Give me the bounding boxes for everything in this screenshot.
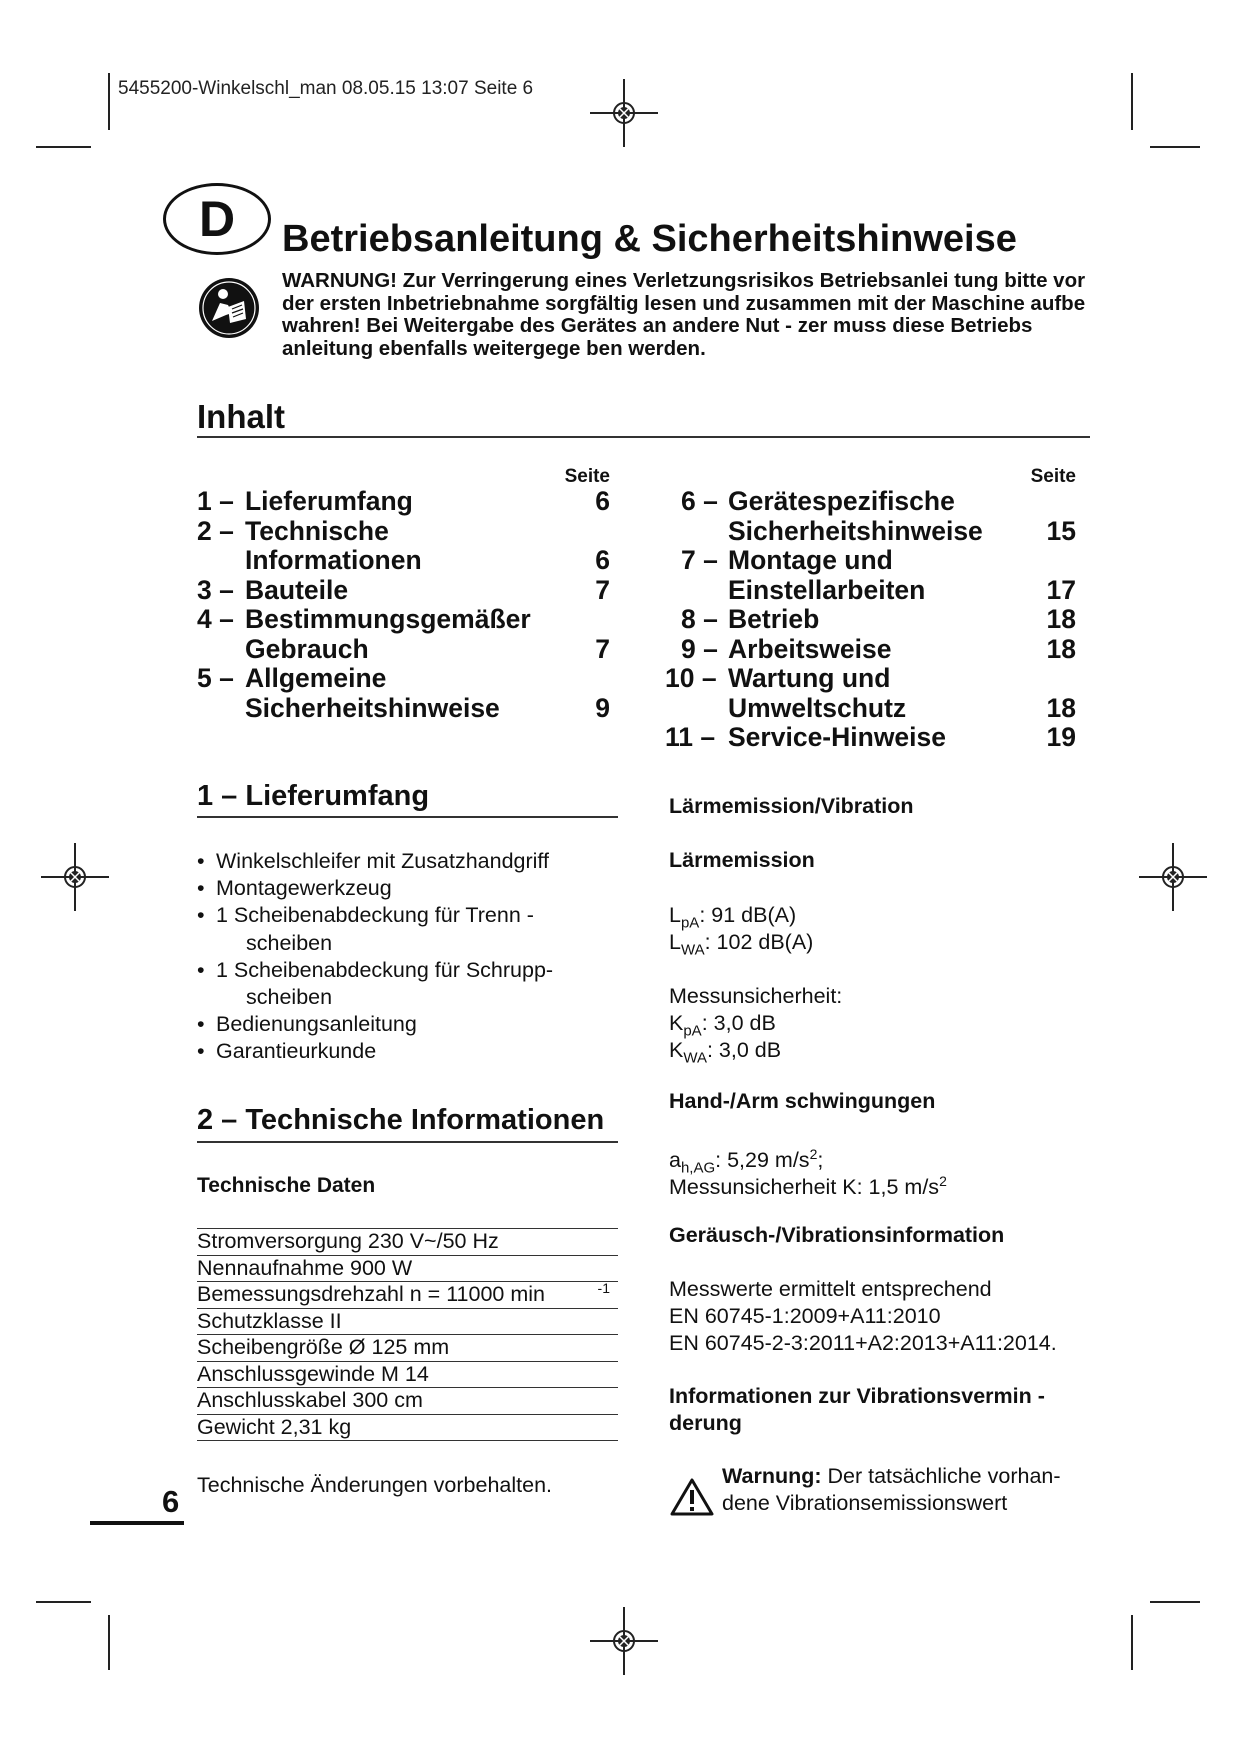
toc-entry-title: Allgemeine (245, 663, 387, 693)
table-row (197, 1415, 618, 1442)
toc-entry-title: Umweltschutz (728, 692, 907, 723)
toc-entry-title: Service-Hinweise (728, 722, 947, 752)
subheading: Geräusch-/Vibrationsinformation (669, 1223, 1005, 1247)
toc-entry-title: Informationen (245, 545, 422, 575)
toc-entry-number: 3 – (197, 574, 234, 605)
list-item: • 1 Scheibenabdeckung für Trenn - scheiben (197, 902, 627, 956)
toc-entry[interactable] (665, 635, 1076, 665)
value: : 91 dB(A) (699, 903, 797, 927)
value: Messunsicherheit K: 1,5 m/s (669, 1175, 940, 1200)
toc-entry-title: Lieferumfang (245, 486, 413, 516)
symbol-subscript: WA (683, 1049, 707, 1067)
spec-value: Gewicht 2,31 kg (197, 1414, 352, 1439)
toc-entry-number: 6 – (681, 486, 718, 516)
table-row (197, 1282, 618, 1309)
spec-table (197, 1228, 618, 1441)
crop-mark (1131, 1615, 1133, 1670)
divider (197, 436, 1090, 438)
toc-entry[interactable] (665, 576, 1076, 606)
table-row (197, 1229, 618, 1256)
warning-label: Warnung: (722, 1464, 822, 1488)
toc-entry-title: Bauteile (245, 574, 349, 605)
table-row (197, 1309, 618, 1336)
list-item-text-continued: scheiben (246, 930, 333, 955)
vibration-uncertainty (669, 1168, 947, 1201)
warning-text-line: Der tatsächliche vorhan- (821, 1464, 1061, 1488)
spec-value: Bemessungsdrehzahl n = 11000 min (197, 1282, 545, 1306)
toc-entry[interactable] (665, 487, 1076, 517)
toc-entry-title: Gerätespezifische (728, 486, 955, 516)
registration-mark-icon (584, 73, 664, 153)
text-line: Messwerte ermittelt entsprechend (669, 1277, 992, 1301)
list-item-text: 1 Scheibenabdeckung für Trenn - (216, 903, 534, 928)
toc-entry-title: Einstellarbeiten (728, 574, 926, 605)
registration-mark-icon (35, 837, 115, 917)
list-item: • Bedienungsanleitung (197, 1012, 417, 1037)
toc-entry[interactable] (197, 694, 610, 724)
warning-text (722, 1463, 1061, 1490)
toc-entry-page: 19 (1046, 722, 1076, 752)
page-title: Betriebsanleitung & Sicherheitshinweise (282, 218, 1017, 260)
toc-entry[interactable] (665, 664, 1076, 694)
toc-entry[interactable] (197, 517, 610, 547)
safety-warning: WARNUNG! Zur Verringerung eines Verletzungsrisikos Betriebsanlei tung bitte vor der ersten Inbetriebnahme sorgfältig lesen und zusammen mit der Maschine aufbe wahren! Bei Weitergabe des Gerätes an andere Nut - zer muss diese Betriebs anleitung ebenfalls weitergege ben werden. (282, 269, 1086, 360)
print-file-header: 5455200-Winkelschl_man 08.05.15 13:07 Seite 6 (118, 78, 534, 99)
toc-entry-number: 5 – (197, 663, 234, 693)
spec-value: Stromversorgung 230 V~/50 Hz (197, 1229, 499, 1253)
text-line: EN 60745-1:2009+A11:2010 (669, 1304, 941, 1328)
unit-exponent: 2 (939, 1173, 947, 1189)
toc-entry[interactable] (197, 605, 610, 635)
uncertainty-kwa (669, 1037, 781, 1072)
crop-mark (36, 146, 91, 148)
toc-entry-page: 15 (1046, 515, 1076, 546)
value: : 5,29 m/s (715, 1148, 810, 1173)
spec-value: Scheibengröße Ø 125 mm (197, 1335, 450, 1359)
toc-page-label: Seite (1030, 466, 1076, 487)
toc-entry[interactable] (665, 694, 1076, 724)
section-heading: 2 – Technische Informationen (197, 1104, 605, 1136)
toc-entry-page: 6 (595, 486, 610, 516)
symbol: K (669, 1011, 684, 1035)
toc-entry-title: Bestimmungsgemäßer (245, 604, 531, 634)
toc-right-column (665, 487, 1076, 753)
table-row (197, 1362, 618, 1389)
toc-entry-page: 6 (595, 545, 610, 575)
sound-power-level (669, 929, 813, 964)
toc-entry-number: 9 – (681, 633, 718, 664)
value: : 102 dB(A) (704, 930, 814, 954)
crop-mark (108, 1615, 110, 1670)
toc-entry[interactable] (197, 635, 610, 665)
list-item-text: Bedienungsanleitung (216, 1012, 417, 1037)
symbol-subscript: pA (680, 914, 700, 932)
symbol-subscript: h,AG (680, 1159, 716, 1177)
toc-entry-page: 17 (1046, 574, 1076, 605)
subheading: Lärmemission (669, 848, 815, 872)
language-badge: D (163, 183, 271, 255)
toc-entry-number: 8 – (681, 604, 718, 634)
list-item: • 1 Scheibenabdeckung für Schrupp- scheiben (197, 957, 627, 1011)
toc-entry-page: 7 (595, 633, 610, 664)
warning-triangle-icon (670, 1478, 714, 1516)
toc-entry-title: Betrieb (728, 604, 820, 634)
delivery-list (197, 848, 627, 1066)
symbol-subscript: pA (683, 1022, 702, 1040)
toc-entry[interactable] (197, 487, 610, 517)
speed-exponent: -1 (597, 1280, 610, 1296)
spec-value: Anschlussgewinde M 14 (197, 1361, 429, 1386)
symbol: a (669, 1148, 681, 1173)
list-item-text: Montagewerkzeug (216, 876, 392, 901)
toc-entry-page: 18 (1046, 692, 1076, 723)
toc-entry-number: 10 – (665, 663, 717, 693)
list-item: • Winkelschleifer mit Zusatzhandgriff (197, 849, 549, 873)
list-item-text-continued: scheiben (246, 985, 333, 1010)
toc-left-column (197, 487, 610, 723)
list-item-text: 1 Scheibenabdeckung für Schrupp- (216, 957, 554, 982)
toc-entry-title: Sicherheitshinweise (245, 692, 500, 723)
list-item-text: Winkelschleifer mit Zusatzhandgriff (216, 849, 549, 873)
toc-entry-title: Wartung und (728, 663, 891, 693)
toc-heading: Inhalt (197, 398, 285, 435)
list-item-text: Garantieurkunde (216, 1039, 377, 1064)
symbol: L (669, 930, 681, 954)
spec-value: Schutzklasse II (197, 1308, 342, 1333)
divider (197, 1141, 618, 1143)
crop-mark (1150, 146, 1200, 148)
registration-mark-icon (1133, 837, 1213, 917)
value: : 3,0 dB (701, 1011, 776, 1035)
read-manual-icon (198, 277, 260, 339)
page-number: 6 (162, 1484, 180, 1519)
crop-mark (108, 73, 110, 130)
toc-entry-title: Gebrauch (245, 633, 369, 664)
toc-entry[interactable] (197, 546, 610, 576)
crop-mark (36, 1601, 91, 1603)
text-line: EN 60745-2-3:2011+A2:2013+A11:2014. (669, 1331, 1057, 1355)
toc-entry-number: 1 – (197, 486, 234, 516)
toc-entry-page: 9 (595, 692, 610, 723)
table-row (197, 1388, 618, 1415)
subheading: Informationen zur Vibrationsvermin - (669, 1384, 1045, 1408)
toc-entry-title: Technische (245, 515, 389, 546)
toc-entry-page: 18 (1046, 604, 1076, 634)
toc-entry[interactable] (665, 546, 1076, 576)
registration-mark-icon (584, 1601, 664, 1681)
spec-value: Nennaufnahme 900 W (197, 1255, 413, 1280)
toc-entry-number: 2 – (197, 515, 234, 546)
toc-entry-number: 7 – (681, 545, 718, 575)
toc-entry[interactable] (665, 723, 1076, 753)
table-row (197, 1256, 618, 1283)
table-row (197, 1335, 618, 1362)
subheading: derung (669, 1411, 742, 1435)
punctuation: ; (817, 1148, 824, 1173)
toc-entry-title: Arbeitsweise (728, 633, 892, 664)
toc-entry[interactable] (197, 576, 610, 606)
toc-entry-page: 7 (595, 574, 610, 605)
divider (197, 816, 618, 818)
warning-text-line: dene Vibrationsemissionswert (722, 1491, 1008, 1515)
toc-entry[interactable] (197, 664, 610, 694)
toc-entry[interactable] (665, 517, 1076, 547)
symbol-subscript: WA (680, 941, 705, 959)
toc-entry[interactable] (665, 605, 1076, 635)
symbol: K (669, 1038, 684, 1062)
footnote: Technische Änderungen vorbehalten. (197, 1473, 553, 1497)
subheading: Technische Daten (197, 1174, 376, 1197)
uncertainty-label: Messunsicherheit: (669, 984, 843, 1008)
unit-exponent: 2 (809, 1146, 818, 1162)
toc-entry-number: 4 – (197, 604, 234, 634)
toc-entry-number: 11 – (665, 722, 716, 752)
subheading: Lärmemission/Vibration (669, 794, 914, 818)
symbol: L (669, 903, 681, 927)
list-item: • Montagewerkzeug (197, 876, 392, 901)
section-heading: 1 – Lieferumfang (197, 780, 430, 812)
subheading: Hand-/Arm schwingungen (669, 1089, 936, 1113)
crop-mark (1150, 1601, 1200, 1603)
toc-entry-title: Montage und (728, 545, 893, 575)
crop-mark (1131, 73, 1133, 130)
value: : 3,0 dB (706, 1038, 782, 1062)
toc-entry-title: Sicherheitshinweise (728, 515, 983, 546)
list-item: • Garantieurkunde (197, 1039, 377, 1064)
spec-value: Anschlusskabel 300 cm (197, 1388, 423, 1412)
toc-entry-page: 18 (1046, 633, 1076, 664)
toc-page-label: Seite (564, 466, 610, 487)
page-number-rule (90, 1521, 184, 1525)
